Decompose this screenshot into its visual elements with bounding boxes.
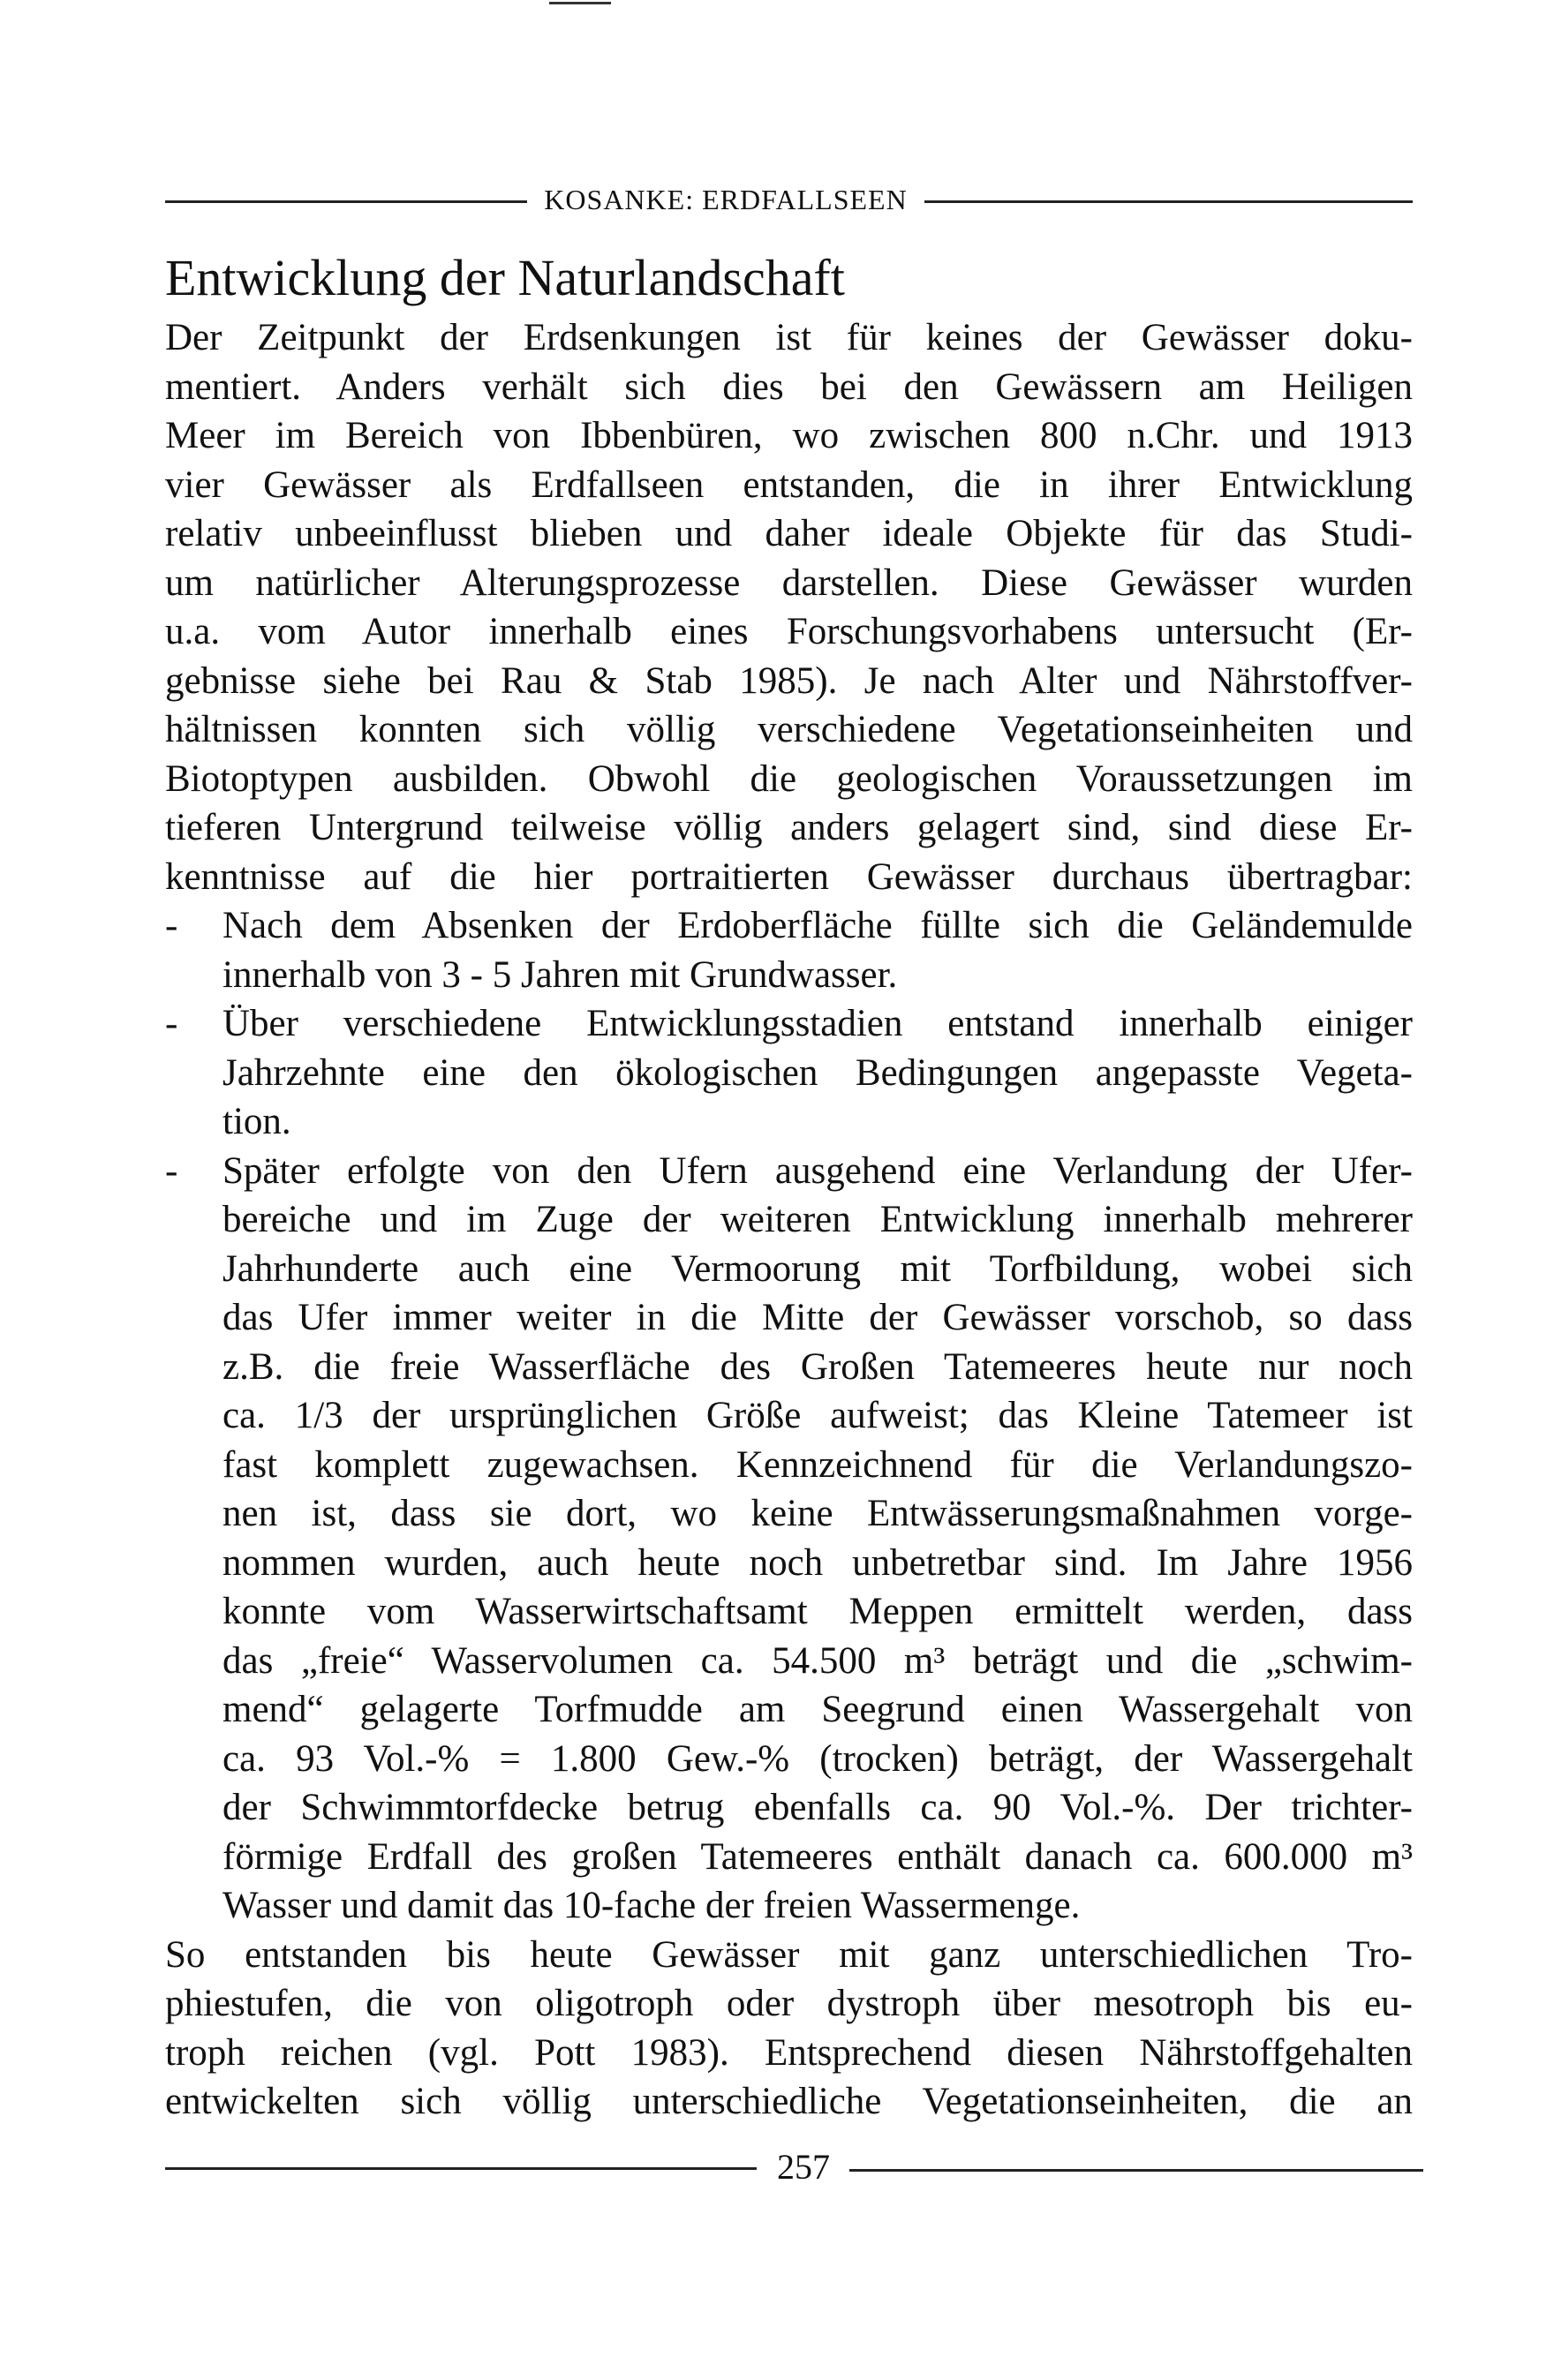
list-item-line: nommen wurden, auch heute noch unbetretbar sind. Im Jahre 1956	[222, 1541, 1413, 1584]
list-bullet: -	[165, 905, 178, 946]
list-item-line: Nach dem Absenken der Erdoberfläche füllte sich die Geländemulde	[222, 905, 1413, 946]
header-rule-left	[165, 200, 527, 203]
list-item-line: mend“ gelagerte Torfmudde am Seegrund einen Wassergehalt von	[222, 1689, 1413, 1730]
running-head: KOSANKE: ERDFALLSEEN	[544, 184, 908, 215]
list-item-line: z.B. die freie Wasserfläche des Großen Tatemeeres heute nur noch	[222, 1345, 1413, 1388]
list-bullet: -	[165, 1149, 178, 1192]
list-item-line: Über verschiedene Entwicklungsstadien entstand innerhalb einiger	[222, 1003, 1413, 1044]
page-number: 257	[777, 2147, 830, 2187]
intro-paragraph-line: gebnisse siehe bei Rau & Stab 1985). Je nach Alter und Nährstoffver-	[165, 659, 1413, 702]
list-item-line: konnte vom Wasserwirtschaftsamt Meppen ermittelt werden, dass	[222, 1591, 1413, 1632]
footer-rule-left	[165, 2167, 757, 2170]
closing-paragraph-line: entwickelten sich völlig unterschiedliche Vegetationseinheiten, die an	[165, 2081, 1413, 2122]
intro-paragraph-line: tieferen Untergrund teilweise völlig anders gelagert sind, sind diese Er-	[165, 807, 1413, 848]
intro-paragraph-line: Meer im Bereich von Ibbenbüren, wo zwischen 800 n.Chr. und 1913	[165, 415, 1413, 456]
intro-paragraph-line: vier Gewässer als Erdfallseen entstanden, die in ihrer Entwicklung	[165, 463, 1413, 506]
list-item-line: fast komplett zugewachsen. Kennzeichnend für die Verlandungszo-	[222, 1443, 1413, 1486]
closing-paragraph-line: So entstanden bis heute Gewässer mit ganz unterschiedlichen Tro-	[165, 1933, 1413, 1976]
list-item-line: förmige Erdfall des großen Tatemeeres enthält danach ca. 600.000 m³	[222, 1835, 1413, 1878]
intro-paragraph-line: hältnissen konnten sich völlig verschiedene Vegetationseinheiten und	[165, 709, 1413, 750]
list-item-line: das „freie“ Wasservolumen ca. 54.500 m³ beträgt und die „schwim-	[222, 1639, 1413, 1682]
intro-paragraph-line: mentiert. Anders verhält sich dies bei den Gewässern am Heiligen	[165, 365, 1413, 408]
intro-paragraph-line: Der Zeitpunkt der Erdsenkungen ist für keines der Gewässer doku-	[165, 317, 1413, 358]
intro-paragraph-line: um natürlicher Alterungsprozesse darstellen. Diese Gewässer wurden	[165, 561, 1413, 604]
list-bullet: -	[165, 1003, 178, 1044]
list-item-line: ca. 1/3 der ursprünglichen Größe aufweist; das Kleine Tatemeer ist	[222, 1395, 1413, 1436]
intro-paragraph-line: Biotoptypen ausbilden. Obwohl die geologischen Voraussetzungen im	[165, 757, 1413, 800]
closing-paragraph-line: troph reichen (vgl. Pott 1983). Entsprechend diesen Nährstoffgehalten	[165, 2031, 1413, 2074]
list-item-line: das Ufer immer weiter in die Mitte der Gewässer vorschob, so dass	[222, 1297, 1413, 1338]
intro-paragraph-line: u.a. vom Autor innerhalb eines Forschungsvorhabens untersucht (Er-	[165, 611, 1413, 652]
footer-rule-right	[849, 2169, 1423, 2172]
list-item-line: innerhalb von 3 - 5 Jahren mit Grundwasser.	[222, 953, 898, 996]
closing-paragraph-line: phiestufen, die von oligotroph oder dystroph über mesotroph bis eu-	[165, 1983, 1413, 2024]
list-item-line: der Schwimmtorfdecke betrug ebenfalls ca. 90 Vol.-%. Der trichter-	[222, 1787, 1413, 1828]
intro-paragraph-line: relativ unbeeinflusst blieben und daher ideale Objekte für das Studi-	[165, 513, 1413, 554]
section-title: Entwicklung der Naturlandschaft	[165, 249, 845, 306]
list-item-line: Wasser und damit das 10-fache der freien Wassermenge.	[222, 1885, 1081, 1926]
header-rule-right	[924, 200, 1413, 203]
scan-mark	[549, 2, 611, 4]
list-item-line: ca. 93 Vol.-% = 1.800 Gew.-% (trocken) beträgt, der Wassergehalt	[222, 1737, 1413, 1780]
list-item-line: nen ist, dass sie dort, wo keine Entwässerungsmaßnahmen vorge-	[222, 1493, 1413, 1534]
list-item-line: bereiche und im Zuge der weiteren Entwicklung innerhalb mehrerer	[222, 1199, 1413, 1240]
list-item-line: tion.	[222, 1101, 291, 1142]
intro-paragraph-line: kenntnisse auf die hier portraitierten Gewässer durchaus übertragbar:	[165, 855, 1413, 898]
list-item-line: Jahrhunderte auch eine Vermoorung mit Torfbildung, wobei sich	[222, 1247, 1413, 1290]
list-item-line: Später erfolgte von den Ufern ausgehend eine Verlandung der Ufer-	[222, 1149, 1413, 1192]
list-item-line: Jahrzehnte eine den ökologischen Bedingungen angepasste Vegeta-	[222, 1051, 1413, 1094]
